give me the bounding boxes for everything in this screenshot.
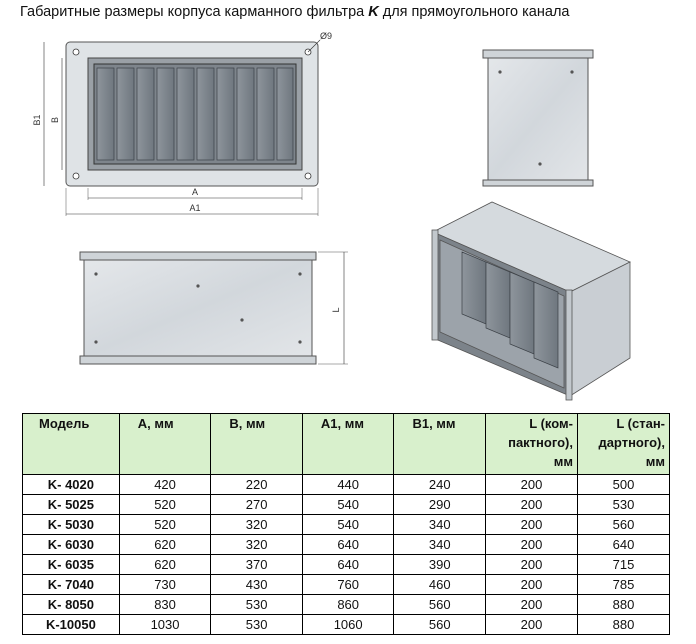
model-cell: K-10050 [23,615,120,635]
table-cell: 540 [302,495,394,515]
table-cell: 440 [302,475,394,495]
table-header-cell: B, мм [211,414,303,475]
table-cell: 860 [302,595,394,615]
table-cell: 620 [119,555,211,575]
table-row [23,515,670,535]
table-header-cell: L (ком- пактного), мм [486,414,578,475]
dim-l-label: L [331,307,341,313]
top-view [80,252,348,364]
table-cell: 520 [119,495,211,515]
table-cell: 1060 [302,615,394,635]
table-cell: 500 [577,475,669,495]
table-cell: 200 [486,595,578,615]
table-row [23,575,670,595]
dim-a1-label: A1 [189,203,201,213]
table-cell: 730 [119,575,211,595]
table-row [23,495,670,515]
table-cell: 340 [394,515,486,535]
table-cell: 715 [577,555,669,575]
table-cell: 340 [394,535,486,555]
table-header-row [23,414,670,475]
table-row [23,475,670,495]
table-cell: 200 [486,515,578,535]
table-cell: 540 [302,515,394,535]
model-cell: K- 4020 [23,475,120,495]
table-cell: 640 [302,555,394,575]
model-cell: K- 6035 [23,555,120,575]
table-cell: 220 [211,475,303,495]
table-header-cell: Модель [23,414,120,475]
table-cell: 270 [211,495,303,515]
table-cell: 830 [119,595,211,615]
table-row [23,595,670,615]
dim-b1-label: B1 [32,114,42,126]
table-cell: 640 [577,535,669,555]
side-view [483,50,593,186]
title-letter: K [368,4,379,20]
table-cell: 430 [211,575,303,595]
table-cell: 760 [302,575,394,595]
table-header-cell: B1, мм [394,414,486,475]
table-cell: 200 [486,615,578,635]
table-cell: 880 [577,595,669,615]
front-view [32,31,332,216]
model-cell: K- 7040 [23,575,120,595]
table-row [23,555,670,575]
table-cell: 200 [486,575,578,595]
table-cell: 530 [211,615,303,635]
table-cell: 880 [577,615,669,635]
table-cell: 200 [486,535,578,555]
dim-b-label: B [50,116,60,124]
table-cell: 640 [302,535,394,555]
isometric-view [432,202,630,400]
table-cell: 560 [577,515,669,535]
table-cell: 420 [119,475,211,495]
hole-diameter-label: Ø9 [320,31,333,41]
table-cell: 1030 [119,615,211,635]
table-row [23,535,670,555]
model-cell: K- 6030 [23,535,120,555]
model-cell: K- 8050 [23,595,120,615]
table-cell: 200 [486,555,578,575]
table-cell: 320 [211,515,303,535]
table-cell: 390 [394,555,486,575]
table-body [23,475,670,635]
table-cell: 620 [119,535,211,555]
table-cell: 530 [211,595,303,615]
table-cell: 530 [577,495,669,515]
table-cell: 460 [394,575,486,595]
table-cell: 290 [394,495,486,515]
table-row [23,615,670,635]
table-cell: 560 [394,595,486,615]
table-cell: 520 [119,515,211,535]
table-cell: 370 [211,555,303,575]
table-cell: 560 [394,615,486,635]
technical-drawings [0,24,696,410]
table-cell: 785 [577,575,669,595]
table-cell: 200 [486,475,578,495]
dim-a-label: A [191,187,199,197]
page-title: Габаритные размеры корпуса карманного фильтра K для прямоугольного канала [20,4,570,20]
table-header-cell: A, мм [119,414,211,475]
table-header-cell: L (стан- дартного), мм [577,414,669,475]
table-header-cell: A1, мм [302,414,394,475]
table-cell: 200 [486,495,578,515]
table-cell: 240 [394,475,486,495]
table-cell: 320 [211,535,303,555]
dimensions-table [22,413,670,635]
model-cell: K- 5025 [23,495,120,515]
model-cell: K- 5030 [23,515,120,535]
